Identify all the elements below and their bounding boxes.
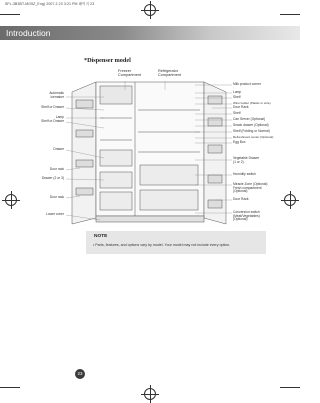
label-refreshment-center: Refreshment center (Optional) <box>233 135 274 139</box>
label-shelf-or-drawer-2: Shelf or Drawer <box>41 119 64 123</box>
label-lamp-left: Lamp <box>55 115 64 119</box>
label-drawer: Drawer <box>53 147 64 151</box>
label-refrigerator-compartment: Refrigerator Compartment <box>158 69 182 78</box>
note-title: NOTE <box>94 234 108 239</box>
label-door-rack-right: Door Rack <box>233 105 249 109</box>
label-lower-cover: Lower cover <box>46 212 64 216</box>
label-door-rack-right-2: Door Rack <box>233 197 249 201</box>
label-miracle-zone: Miracle Zone (Optional) Fresh compartment (Optional) <box>233 182 268 194</box>
label-milk-product-corner: Milk product corner <box>233 82 262 86</box>
label-door-rack-1: Door rack <box>49 167 64 171</box>
label-door-rack-2: Door rack <box>49 195 64 199</box>
label-shelf-right: Shelf <box>233 95 241 99</box>
label-conversion-switch: Conversion switch (Meat/Vegetables) (Optional) <box>233 210 260 222</box>
print-slug: SFL-3B3BT-MG5Z_Eng) 2007.2.23 3:21 PM 페이지 23 <box>5 2 95 6</box>
header-title: Introduction <box>6 28 51 38</box>
label-drawer-2-or-3: Drawer (2 or 3) <box>41 176 64 180</box>
label-shelf-or-drawer: Shelf or Drawer <box>41 105 64 109</box>
label-shelf-folding: Shelf (Folding or Normal) <box>233 129 270 133</box>
label-humidity-switch: Humidity switch <box>233 172 256 176</box>
label-shelf-right-2: Shelf <box>233 111 241 115</box>
label-can-server: Can Server (Optional) <box>233 117 266 121</box>
label-egg-box: Egg Box <box>233 140 246 144</box>
label-vegetable-drawer: Vegetable Drawer (1 or 2) <box>233 156 260 164</box>
label-automatic-icemaker: Automatic Icemaker <box>49 91 64 99</box>
page-number: 23 <box>75 369 85 379</box>
note-box <box>86 231 266 254</box>
section-title: *Dispenser model <box>84 57 131 64</box>
label-freezer-compartment: Freezer Compartment <box>118 69 142 78</box>
note-text: • Parts, features, and options vary by model. Your model may not include every option. <box>93 243 231 247</box>
label-lamp-right: Lamp <box>233 90 242 94</box>
label-wine-holder: Wine holder (Plastic or wire) <box>233 101 271 105</box>
label-snack-drawer: Snack drawer (Optional) <box>233 123 269 127</box>
